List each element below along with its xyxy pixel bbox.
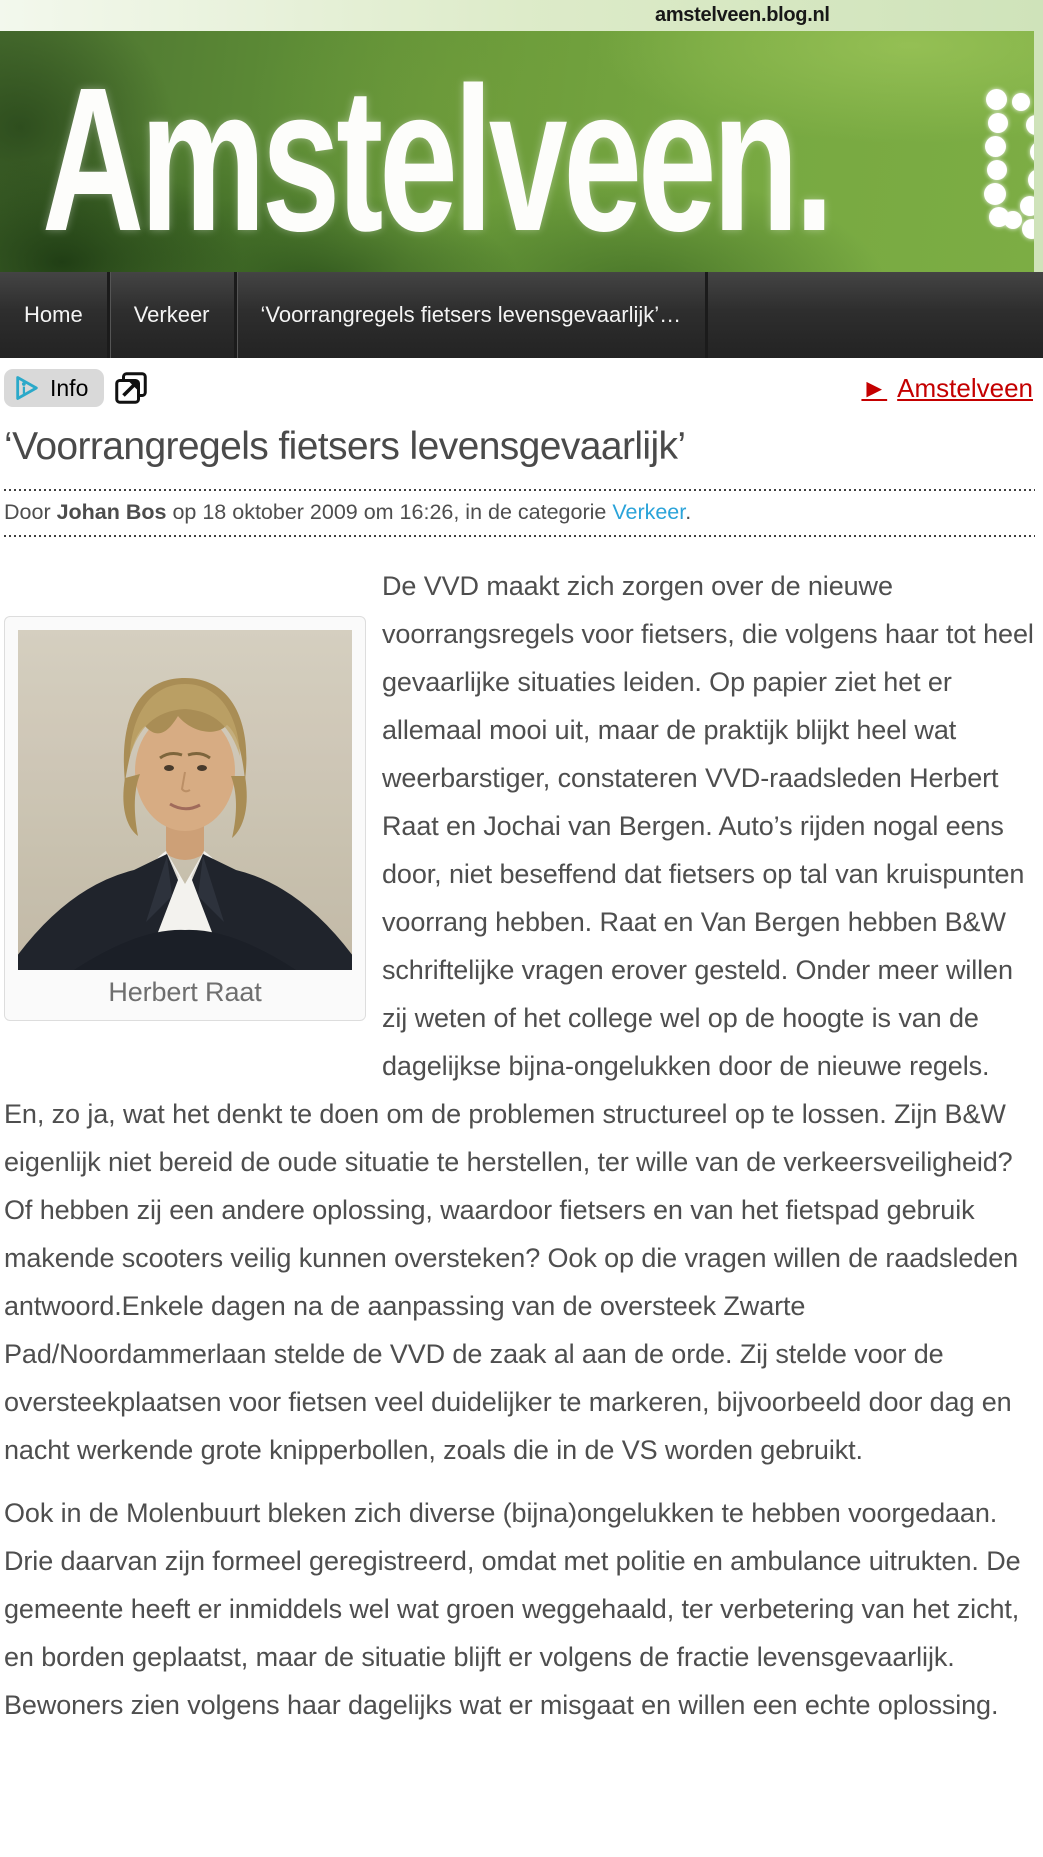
article-title: ‘Voorrangregels fietsers levensgevaarlijk’ xyxy=(4,425,686,468)
nav-item-home[interactable]: Home xyxy=(0,272,110,358)
header-banner xyxy=(0,31,1034,272)
info-button-label: Info xyxy=(50,374,89,401)
info-row xyxy=(4,367,1035,409)
arrow-right-icon: ► xyxy=(861,372,888,403)
external-link-button[interactable] xyxy=(113,370,149,406)
byline-suffix: . xyxy=(685,500,692,524)
amstelveen-category-link[interactable] xyxy=(861,373,1033,404)
nav-item-current-article[interactable]: ‘Voorrangregels fietsers levensgevaarlijk’… xyxy=(237,272,709,358)
browser-topbar xyxy=(0,0,1043,31)
amstelveen-link-label: Amstelveen xyxy=(897,372,1033,403)
article-photo-frame xyxy=(4,616,366,1021)
byline-middle: op 18 oktober 2009 om 16:26, in de categorie xyxy=(166,500,613,524)
byline-prefix: Door xyxy=(4,500,57,524)
photo-caption: Herbert Raat xyxy=(108,977,262,1007)
herbert-raat-photo xyxy=(18,630,352,970)
masthead xyxy=(0,0,1043,272)
article-paragraph: De VVD maakt zich zorgen over de nieuwe voorrangsregels voor fietsers, die volgens haar tot heel gevaarlijke situaties leiden. Op papier ziet het er allemaal mooi uit, maar de praktijk blijkt heel wat weerbarstiger, constateren VVD-raadsleden Herbert Raat en Jochai van Bergen. Auto’s rijden nogal eens door, niet beseffend dat fietsers op tal van kruispunten voorrang hebben. Raat en Van Bergen hebben B&W schriftelijke vragen erover gesteld. Onder meer willen zij weten of het college wel op de hoogte is van de dagelijkse bijna-ongelukken door de nieuwe regels. En, zo ja, wat het denkt te doen om de problemen structureel op te lossen. Zijn B&W eigenlijk niet bereid de oude situatie te herstellen, ter wille van de verkeersveiligheid? Of hebben zij een andere oplossing, waardoor fietsers en van het fietspad gebruik makende scooters veilig kunnen oversteken? Ook op die vragen willen de raadsleden antwoord.Enkele dagen na de aanpassing van de oversteek Zwarte Pad/Noordammerlaan stelde de VVD de zaak al aan de orde. Zij stelde voor de oversteekplaatsen voor fietsen veel duidelijker te markeren, bijvoorbeeld door dag en nacht werkende grote knipperbollen, zoals die in de VS worden gebruikt. xyxy=(4,571,1034,1465)
site-url-label: amstelveen.blog.nl xyxy=(655,4,830,26)
content-area xyxy=(0,367,1043,1729)
article-byline xyxy=(4,491,1035,535)
dotted-divider-bottom xyxy=(4,535,1035,537)
article-paragraph: Ook in de Molenbuurt bleken zich diverse (bijna)ongelukken te hebben voorgedaan. Drie daarvan zijn formeel geregistreerd, omdat met politie en ambulance uitrukten. De gemeente heeft er inmiddels wel wat groen weggehaald, ter verbetering van het zicht, en borden geplaatst, maar de situatie blijft er volgens de fractie levensgevaarlijk. Bewoners zien volgens haar dagelijks wat er misgaat en willen een echte oplossing. xyxy=(4,1498,1021,1720)
main-nav xyxy=(0,272,1043,358)
info-button[interactable] xyxy=(4,369,104,407)
byline-category-link[interactable]: Verkeer xyxy=(612,500,686,524)
nav-filler xyxy=(708,272,1043,358)
nav-item-verkeer[interactable]: Verkeer xyxy=(110,272,237,358)
site-logo-text: Amstelveen. xyxy=(42,45,830,272)
article-body xyxy=(4,562,1035,1729)
external-link-icon xyxy=(113,370,149,406)
info-play-icon xyxy=(13,374,41,402)
byline-author: Johan Bos xyxy=(56,500,167,524)
